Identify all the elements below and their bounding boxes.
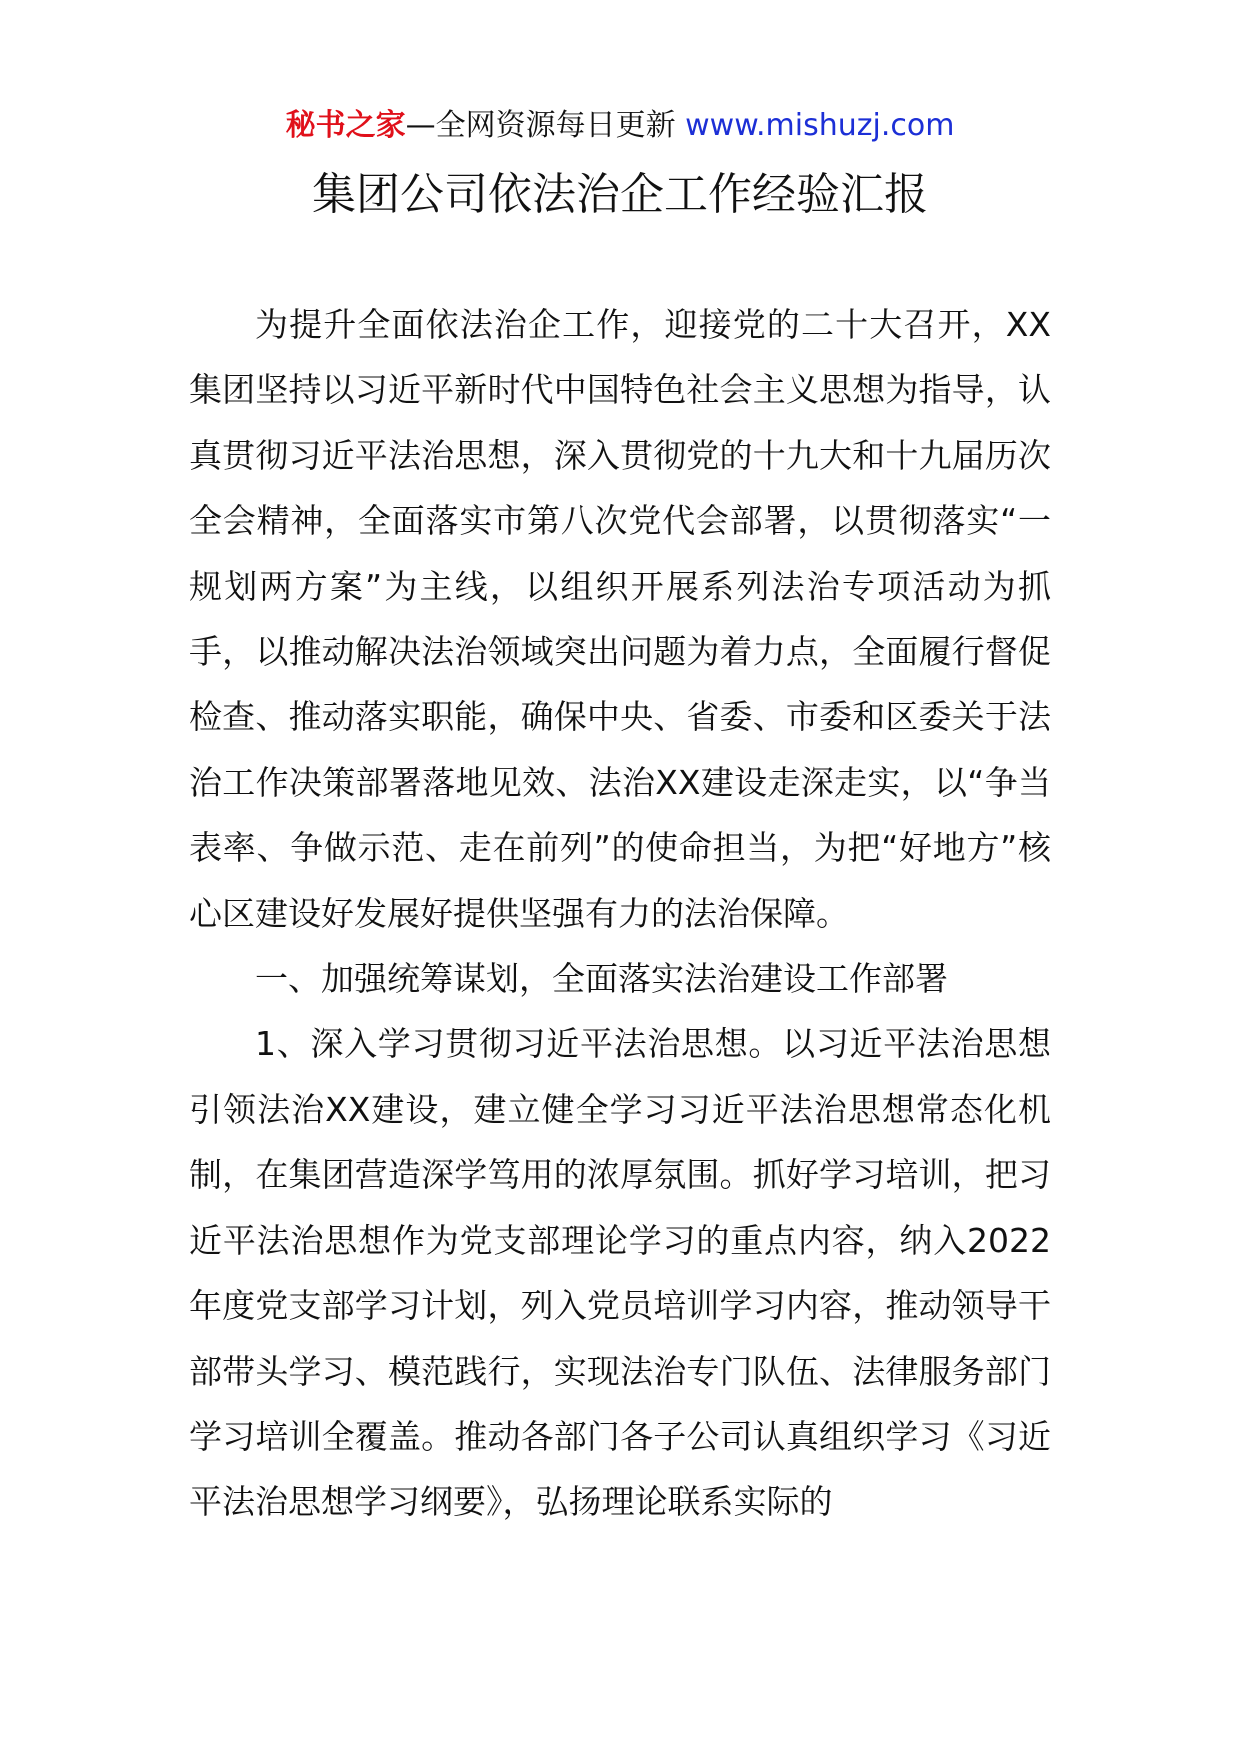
- document-title: 集团公司依法治企工作经验汇报: [312, 169, 928, 220]
- banner-brand: 秘书之家: [285, 108, 406, 143]
- document-body: [189, 292, 1051, 1535]
- intro-paragraph: 为提升全面依法治企工作，迎接党的二十大召开，XX集团坚持以习近平新时代中国特色社会主义思想为指导，认真贯彻习近平法治思想，深入贯彻党的十九大和十九届历次全会精神，全面落实市第八次党代会部署，以贯彻落实“一规划两方案”为主线，以组织开展系列法治专项活动为抓手，以推动解决法治领域突出问题为着力点，全面履行督促检查、推动落实职能，确保中央、省委、市委和区委关于法治工作决策部署落地见效、法治XX建设走深走实，以“争当表率、争做示范、走在前列”的使命担当，为把“好地方”核心区建设好发展好提供坚强有力的法治保障。: [189, 305, 1051, 933]
- body-paragraph: 1、深入学习贯彻习近平法治思想。以习近平法治思想引领法治XX建设，建立健全学习习近平法治思想常态化机制，在集团营造深学笃用的浓厚氛围。抓好学习培训，把习近平法治思想作为党支部理论学习的重点内容，纳入2022年度党支部学习计划，列入党员培训学习内容，推动领导干部带头学习、模范践行，实现法治专门队伍、法律服务部门学习培训全覆盖。推动各部门各子公司认真组织学习《习近平法治思想学习纲要》，弘扬理论联系实际的: [189, 1024, 1051, 1522]
- site-banner: [0, 104, 1240, 148]
- banner-slogan: —全网资源每日更新: [405, 108, 686, 143]
- section-heading: 一、加强统筹谋划，全面落实法治建设工作部署: [255, 959, 948, 999]
- banner-site-url: www.mishuzj.com: [685, 108, 955, 143]
